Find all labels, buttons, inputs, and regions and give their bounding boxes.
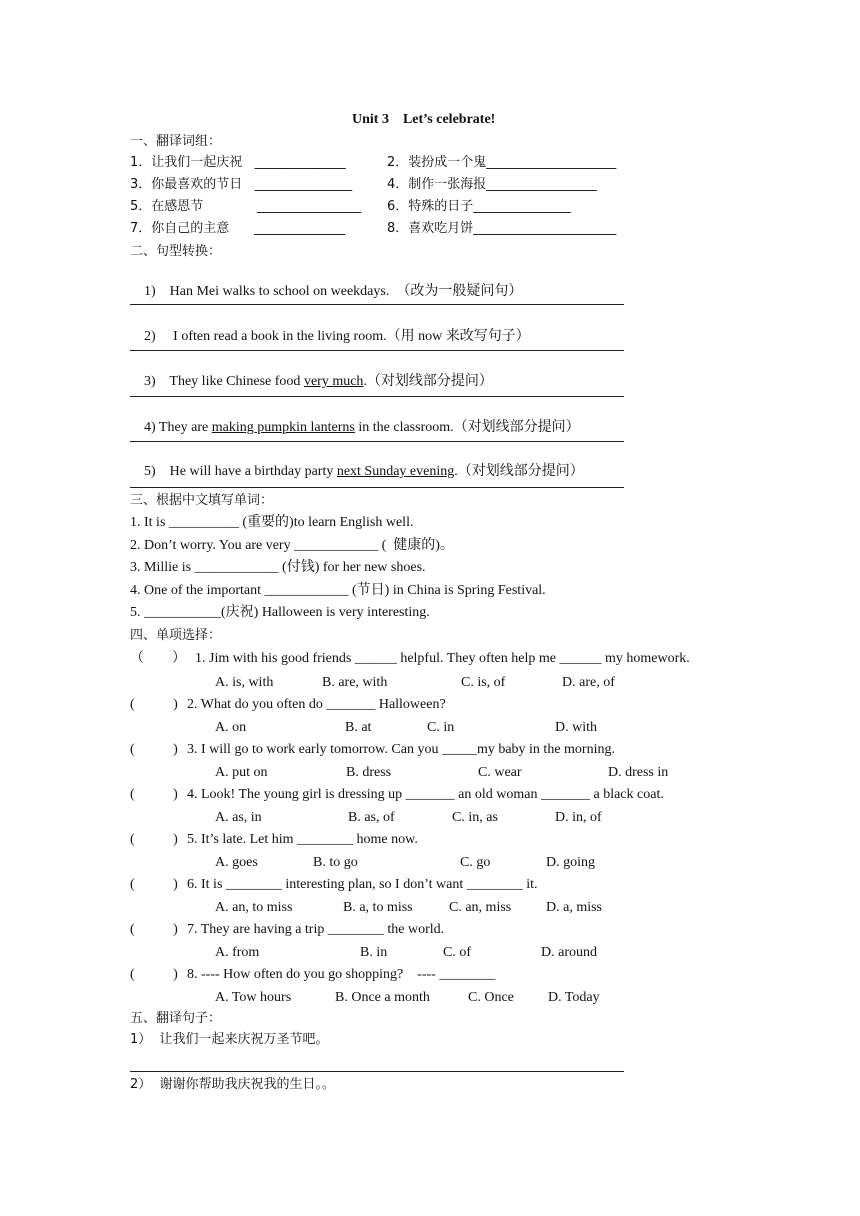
option-b: B. are, with xyxy=(322,675,388,690)
option-d: D. dress in xyxy=(608,765,669,780)
answer-line xyxy=(130,441,624,442)
item-text: 4) They are xyxy=(144,420,212,435)
page-title: Unit 3 Let’s celebrate! xyxy=(352,112,496,127)
answer-line xyxy=(130,304,624,305)
item-instruction: .（对划线部分提问） xyxy=(454,464,584,479)
transform-item-5 xyxy=(130,445,584,499)
phrase-2: 2．装扮成一个鬼____________________ xyxy=(387,155,617,170)
option-c: C. Once xyxy=(468,990,514,1005)
option-d: D. going xyxy=(546,855,595,870)
question-3: 3. I will go to work early tomorrow. Can you _____my baby in the morning. xyxy=(187,742,615,757)
item-instruction: in the classroom.（对划线部分提问） xyxy=(354,420,580,435)
option-c: C. an, miss xyxy=(449,900,512,915)
option-d: D. are, of xyxy=(562,675,615,690)
question-5: 5. It’s late. Let him ________ home now. xyxy=(187,832,418,847)
question-7: 7. They are having a trip ________ the world. xyxy=(187,922,445,937)
answer-line xyxy=(130,487,624,488)
option-b: B. as, of xyxy=(348,810,395,825)
option-c: C. of xyxy=(443,945,471,960)
item-text: 1) Han Mei walks to school on weekdays. （改为一般疑问句） xyxy=(144,284,523,299)
option-b: B. at xyxy=(345,720,372,735)
section2-heading: 二、句型转换： xyxy=(130,244,222,259)
answer-blank: ( ) xyxy=(130,967,178,982)
option-c: C. in xyxy=(427,720,455,735)
item-text: 3) They like Chinese food xyxy=(144,374,304,389)
option-b: B. a, to miss xyxy=(343,900,413,915)
item-text: 5) He will have a birthday party xyxy=(144,464,337,479)
underlined-part: making pumpkin lanterns xyxy=(211,420,355,435)
phrase-7: 7．你自己的主意 ______________ xyxy=(130,221,346,236)
option-b: B. dress xyxy=(346,765,392,780)
fill-item-5: 5. ___________(庆祝) Halloween is very interesting. xyxy=(130,605,430,620)
option-b: B. Once a month xyxy=(335,990,430,1005)
underlined-part: very much xyxy=(303,374,364,389)
answer-blank: ( ) xyxy=(130,922,178,937)
option-d: D. around xyxy=(541,945,597,960)
answer-line xyxy=(130,350,624,351)
option-a: A. put on xyxy=(215,765,268,780)
option-c: C. in, as xyxy=(452,810,498,825)
option-a: A. as, in xyxy=(215,810,262,825)
option-d: D. with xyxy=(555,720,597,735)
option-a: A. on xyxy=(215,720,247,735)
option-d: D. a, miss xyxy=(546,900,602,915)
fill-item-4: 4. One of the important ____________ (节日) in China is Spring Festival. xyxy=(130,583,546,598)
option-a: A. is, with xyxy=(215,675,274,690)
option-a: A. Tow hours xyxy=(215,990,292,1005)
question-1: 1. Jim with his good friends ______ helpful. They often help me ______ my homework. xyxy=(195,651,690,666)
section3-heading: 三、根据中文填写单词： xyxy=(130,493,274,508)
option-d: D. in, of xyxy=(555,810,602,825)
translate-item-2: 2） 谢谢你帮助我庆祝我的生日。。 xyxy=(130,1077,336,1092)
answer-blank: ( ) xyxy=(130,742,178,757)
item-text: 2) I often read a book in the living room.（用 now 来改写句子） xyxy=(144,329,530,344)
answer-line xyxy=(130,396,624,397)
section1-heading: 一、翻译词组： xyxy=(130,134,222,149)
phrase-1: 1．让我们一起庆祝 ______________ xyxy=(130,155,346,170)
section5-heading: 五、翻译句子： xyxy=(130,1011,222,1026)
phrase-6: 6．特殊的日子_______________ xyxy=(387,199,571,214)
underlined-part: next Sunday evening xyxy=(336,464,455,479)
phrase-8: 8．喜欢吃月饼______________________ xyxy=(387,221,617,236)
translate-item-1: 1） 让我们一起来庆祝万圣节吧。 xyxy=(130,1032,329,1047)
section4-heading: 四、单项选择： xyxy=(130,628,222,643)
fill-item-3: 3. Millie is ____________ (付钱) for her new shoes. xyxy=(130,560,426,575)
answer-blank: ( ) xyxy=(130,877,178,892)
phrase-3: 3．你最喜欢的节日 _______________ xyxy=(130,177,353,192)
option-b: B. in xyxy=(360,945,388,960)
option-b: B. to go xyxy=(313,855,358,870)
answer-blank: ( ) xyxy=(130,787,178,802)
question-6: 6. It is ________ interesting plan, so I don’t want ________ it. xyxy=(187,877,538,892)
phrase-5: 5．在感恩节 ________________ xyxy=(130,199,361,214)
answer-blank: （ ） xyxy=(130,651,186,666)
option-a: A. an, to miss xyxy=(215,900,293,915)
answer-line xyxy=(130,1071,624,1072)
option-c: C. wear xyxy=(478,765,522,780)
answer-blank: ( ) xyxy=(130,832,178,847)
question-8: 8. ---- How often do you go shopping? ---- ________ xyxy=(187,967,496,982)
option-d: D. Today xyxy=(548,990,600,1005)
option-c: C. go xyxy=(460,855,491,870)
question-2: 2. What do you often do _______ Halloween? xyxy=(187,697,446,712)
fill-item-2: 2. Don’t worry. You are very ____________ ( 健康的)。 xyxy=(130,538,454,553)
phrase-4: 4．制作一张海报_________________ xyxy=(387,177,597,192)
item-instruction: .（对划线部分提问） xyxy=(363,374,493,389)
option-a: A. from xyxy=(215,945,260,960)
question-4: 4. Look! The young girl is dressing up _______ an old woman _______ a black coat. xyxy=(187,787,664,802)
option-c: C. is, of xyxy=(461,675,506,690)
answer-blank: ( ) xyxy=(130,697,178,712)
option-a: A. goes xyxy=(215,855,258,870)
fill-item-1: 1. It is __________ (重要的)to learn English well. xyxy=(130,515,414,530)
